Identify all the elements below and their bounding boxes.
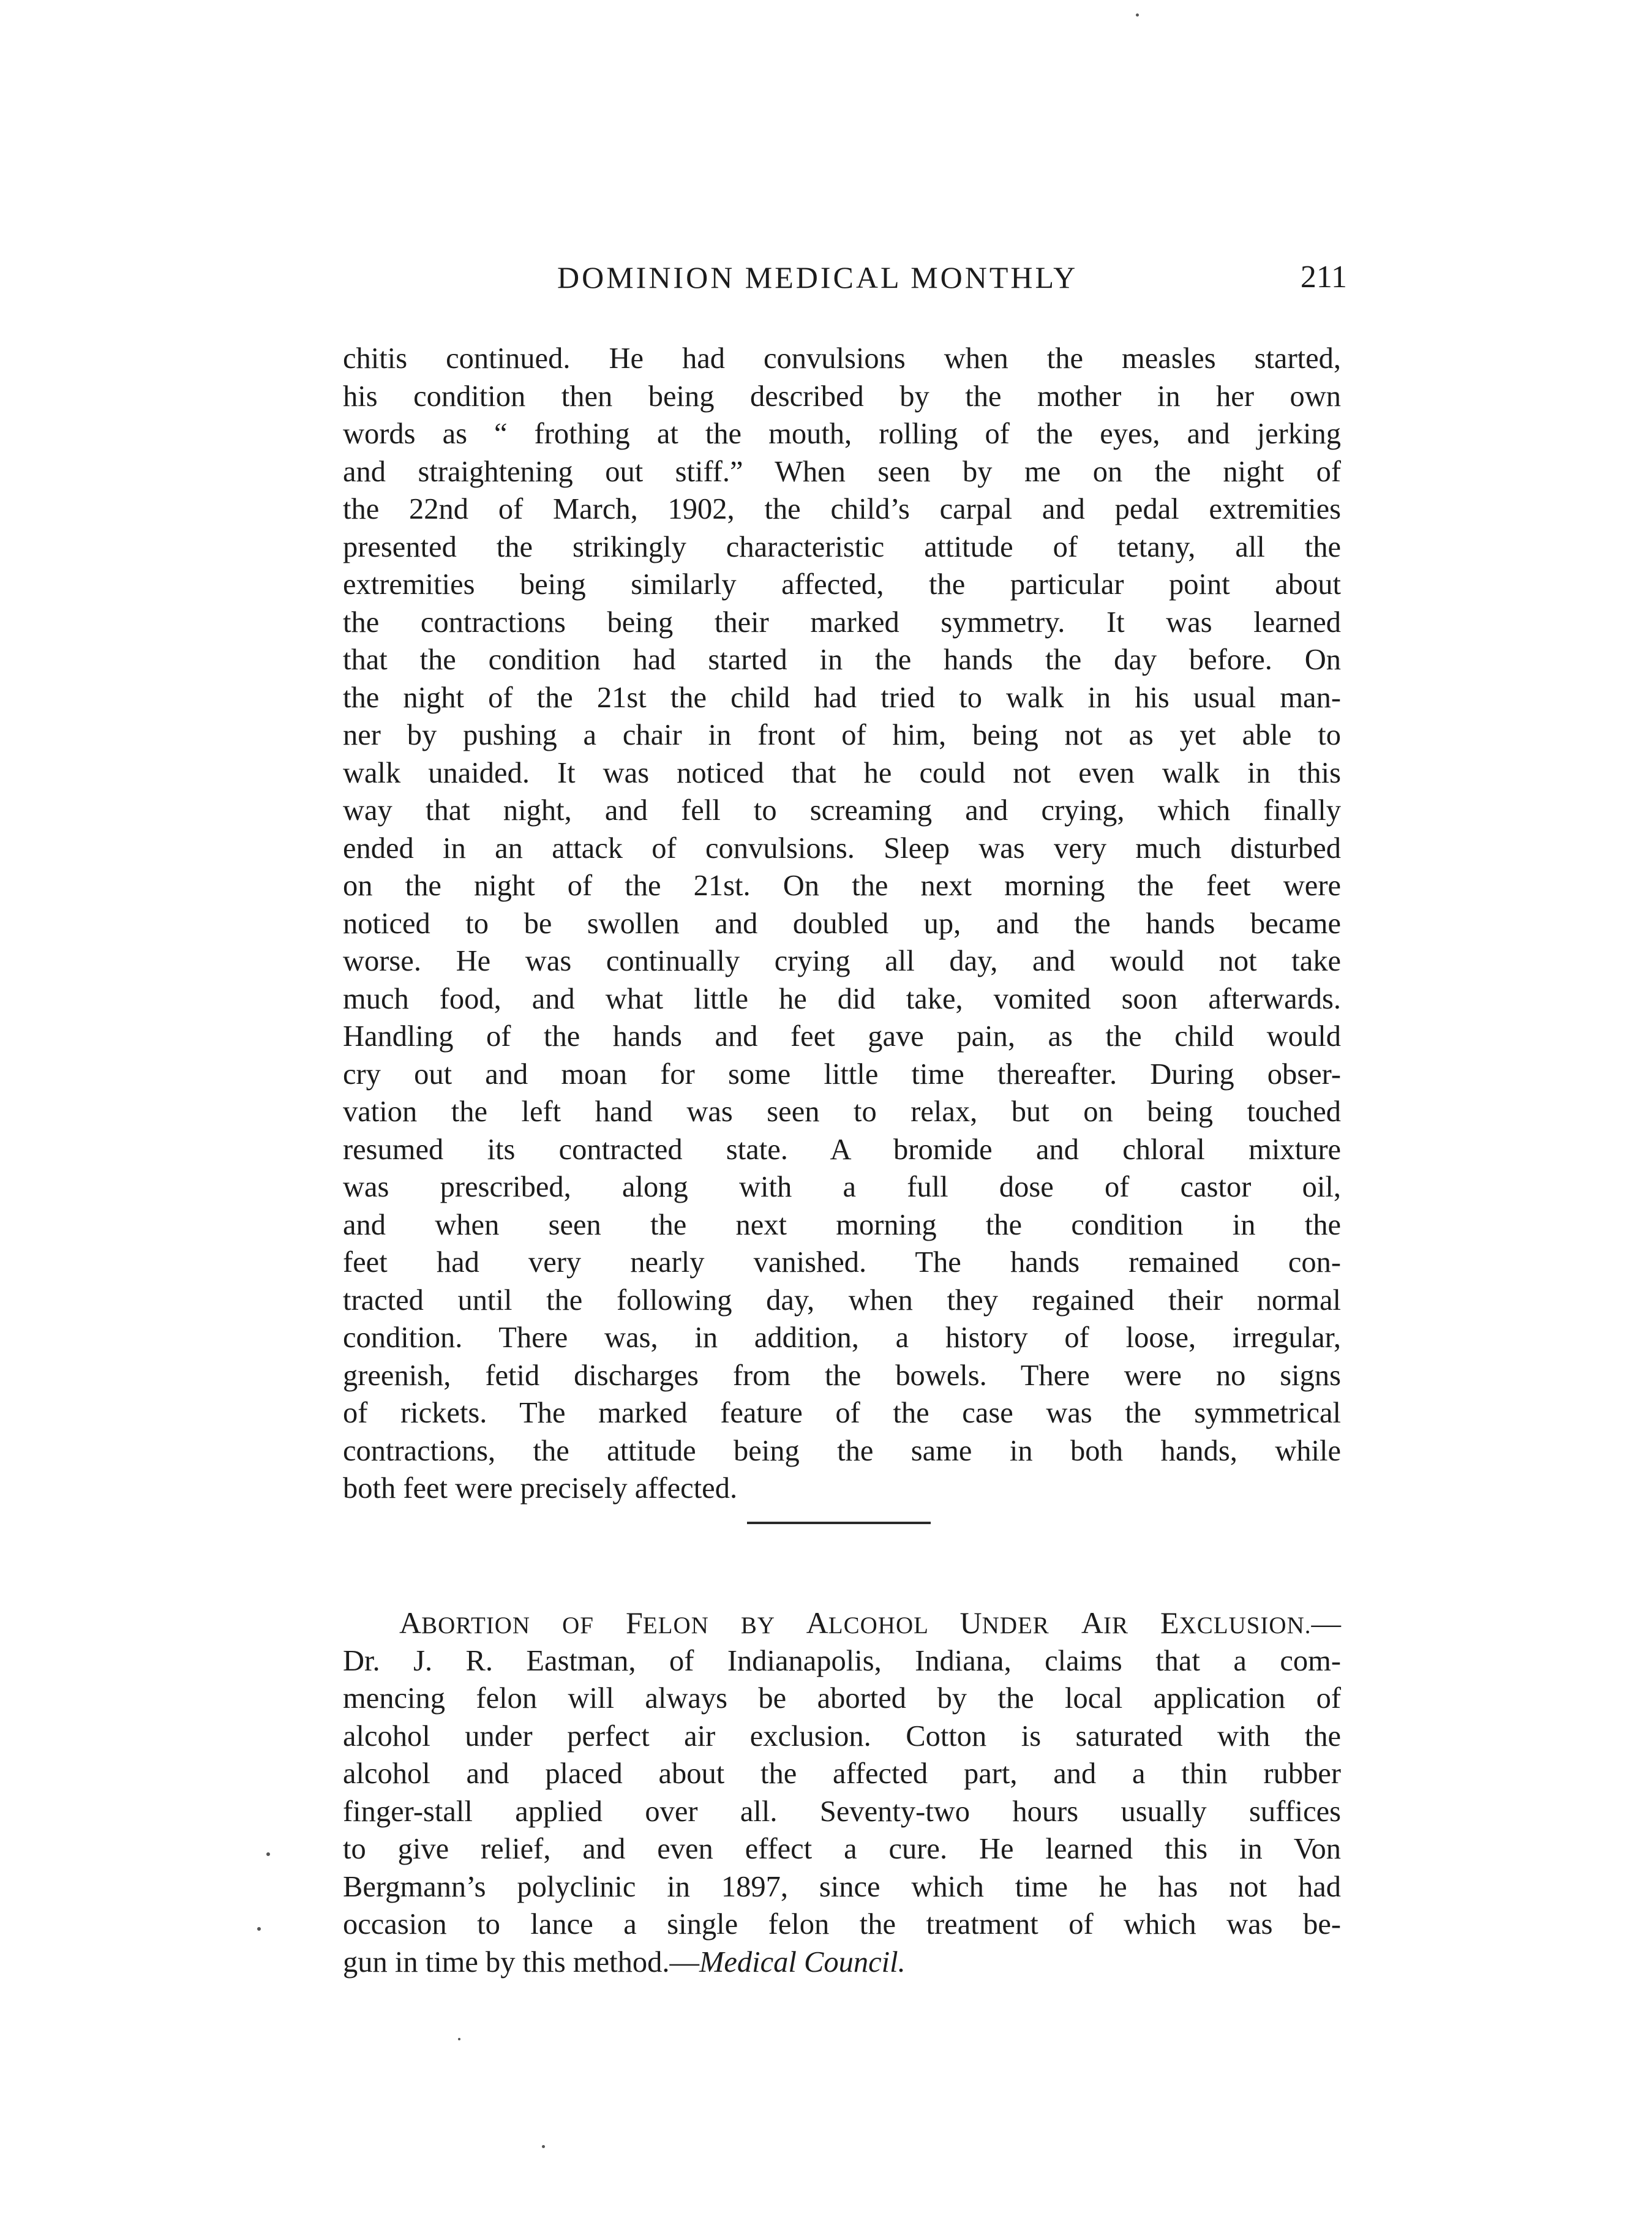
- text-line: Bergmann’s polyclinic in 1897, since which time he has not had: [343, 1870, 1341, 1903]
- text-line: presented the strikingly characteristic attitude of tetany, all the: [343, 530, 1341, 563]
- text-line: and when seen the next morning the condition in the: [343, 1208, 1341, 1241]
- final-line-text: gun in time by this method.—: [343, 1945, 699, 1978]
- title-smallcaps: ELON BY: [642, 1612, 806, 1639]
- text-line: both feet were precisely affected.: [343, 1472, 738, 1505]
- title-smallcaps: IR: [1103, 1612, 1161, 1639]
- text-line: condition. There was, in addition, a history of loose, irregular,: [343, 1321, 1341, 1354]
- text-line: alcohol and placed about the affected part, and a thin rubber: [343, 1757, 1341, 1790]
- text-line: was prescribed, along with a full dose of castor oil,: [343, 1171, 1341, 1203]
- title-initial: A: [399, 1606, 422, 1640]
- text-line: cry out and moan for some little time thereafter. During obser-: [343, 1058, 1341, 1091]
- title-dash: —: [1311, 1607, 1341, 1640]
- text-line: on the night of the 21st. On the next morning the feet were: [343, 870, 1341, 902]
- text-line: to give relief, and even effect a cure. He learned this in Von: [343, 1833, 1341, 1865]
- scan-speck: [1136, 13, 1139, 17]
- abstract-paragraph: [343, 1604, 1341, 1981]
- text-line: occasion to lance a single felon the treatment of which was be-: [343, 1908, 1341, 1941]
- text-line: that the condition had started in the hands the day before. On: [343, 644, 1341, 676]
- title-initial: A: [806, 1606, 828, 1640]
- text-line: feet had very nearly vanished. The hands remained con-: [343, 1246, 1341, 1279]
- text-line: alcohol under perfect air exclusion. Cotton is saturated with the: [343, 1719, 1341, 1753]
- title-initial: F: [626, 1606, 643, 1640]
- text-line: contractions, the attitude being the same in both hands, while: [343, 1434, 1341, 1467]
- text-line: ended in an attack of convulsions. Sleep was very much disturbed: [343, 832, 1341, 865]
- scan-speck: [458, 2038, 460, 2040]
- title-initial: E: [1160, 1606, 1179, 1640]
- text-line: words as “ frothing at the mouth, rolling of the eyes, and jerking: [343, 418, 1341, 450]
- text-line: Handling of the hands and feet gave pain, as the child would: [343, 1020, 1341, 1053]
- text-line: extremities being similarly affected, the particular point about: [343, 568, 1341, 601]
- scan-speck: [257, 1927, 261, 1931]
- text-line-final: [343, 1944, 1341, 1982]
- text-line: chitis continued. He had convulsions when the measles started,: [343, 342, 1341, 375]
- text-line: ner by pushing a chair in front of him, being not as yet able to: [343, 719, 1341, 751]
- source-citation: Medical Council.: [699, 1945, 906, 1978]
- case-report-paragraph: [343, 340, 1341, 1508]
- title-smallcaps: NDER: [982, 1612, 1081, 1639]
- scan-speck: [266, 1852, 270, 1856]
- text-line: way that night, and fell to screaming and crying, which finally: [343, 794, 1341, 827]
- text-line: the 22nd of March, 1902, the child’s carpal and pedal extremities: [343, 493, 1341, 525]
- text-line: Dr. J. R. Eastman, of Indianapolis, Indiana, claims that a com-: [343, 1644, 1341, 1677]
- text-line: walk unaided. It was noticed that he could not even walk in this: [343, 756, 1341, 789]
- text-line: mencing felon will always be aborted by the local application of: [343, 1682, 1341, 1715]
- title-smallcaps: BORTION OF: [421, 1612, 626, 1639]
- text-line: much food, and what little he did take, vomited soon afterwards.: [343, 982, 1341, 1015]
- title-initial: U: [959, 1606, 982, 1640]
- text-line: noticed to be swollen and doubled up, and the hands became: [343, 907, 1341, 940]
- text-line: the contractions being their marked symmetry. It was learned: [343, 606, 1341, 639]
- page-number: 211: [1300, 260, 1347, 295]
- text-line: his condition then being described by the mother in her own: [343, 380, 1341, 413]
- title-initial: A: [1081, 1606, 1103, 1640]
- section-divider: [747, 1522, 931, 1524]
- text-line: finger-stall applied over all. Seventy-two hours usually suffices: [343, 1795, 1341, 1828]
- text-line: greenish, fetid discharges from the bowels. There were no signs: [343, 1359, 1341, 1392]
- title-smallcaps: LCOHOL: [828, 1612, 960, 1639]
- abstract-title: [399, 1607, 1312, 1640]
- running-head: DOMINION MEDICAL MONTHLY: [557, 260, 1078, 295]
- abstract-title-line: [343, 1604, 1341, 1642]
- text-line: the night of the 21st the child had tried to walk in his usual man-: [343, 681, 1341, 714]
- text-line: and straightening out stiff.” When seen by me on the night of: [343, 455, 1341, 488]
- text-line: tracted until the following day, when they regained their normal: [343, 1283, 1341, 1317]
- text-line: of rickets. The marked feature of the case was the symmetrical: [343, 1397, 1341, 1429]
- scan-speck: [542, 2145, 545, 2148]
- text-line: resumed its contracted state. A bromide and chloral mixture: [343, 1133, 1341, 1166]
- text-line: vation the left hand was seen to relax, but on being touched: [343, 1095, 1341, 1128]
- page-header: [343, 256, 1347, 299]
- text-line: worse. He was continually crying all day, and would not take: [343, 945, 1341, 977]
- title-smallcaps: XCLUSION.: [1179, 1612, 1312, 1639]
